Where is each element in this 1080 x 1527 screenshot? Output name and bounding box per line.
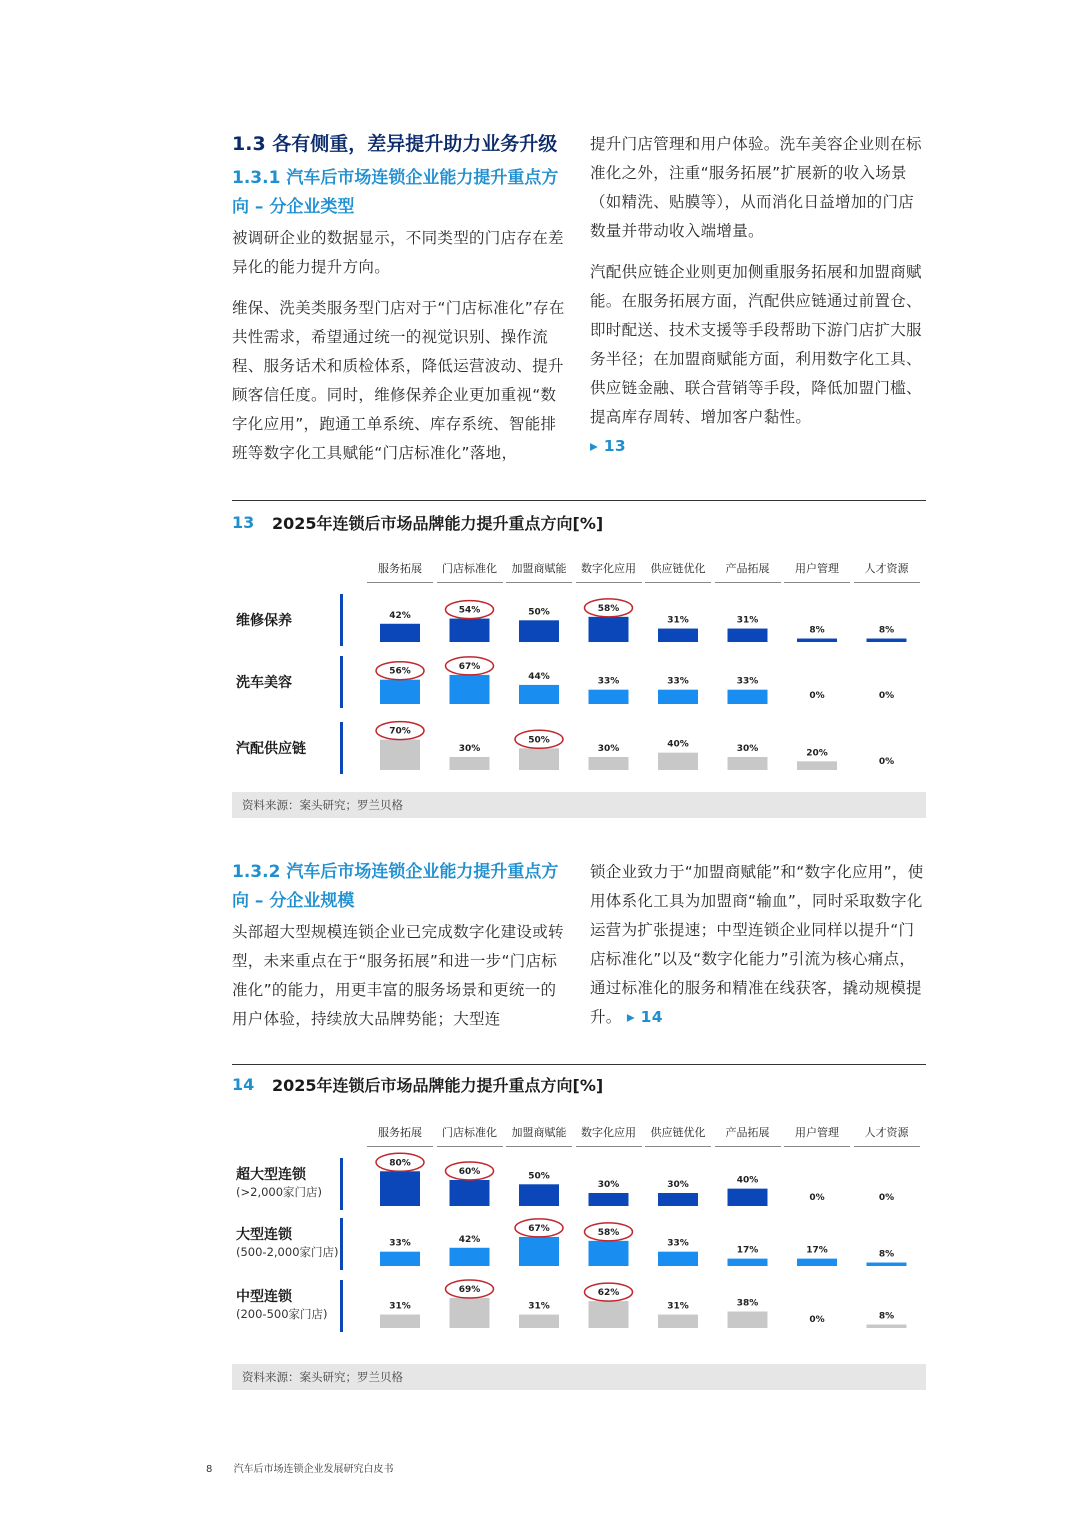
bar-value-label: 33%	[736, 676, 759, 687]
figure-header	[232, 1070, 603, 1098]
bar-value-label: 62%	[597, 1288, 620, 1299]
bar-value-label: 33%	[389, 1238, 411, 1249]
bar-value-label: 0%	[809, 1193, 825, 1203]
bar-value-label: 8%	[878, 625, 895, 636]
bar	[797, 761, 837, 770]
bar-value-label: 67%	[458, 661, 481, 672]
bar-value-label: 31%	[667, 1301, 689, 1312]
bar	[728, 757, 768, 770]
bar	[380, 1252, 420, 1266]
bar	[450, 1298, 490, 1328]
bar-value-label: 50%	[528, 1171, 550, 1182]
bar-value-label: 67%	[528, 1223, 550, 1234]
bar	[450, 1180, 490, 1206]
bar	[519, 620, 559, 642]
bar-value-label: 17%	[736, 1245, 759, 1256]
bar	[589, 1241, 629, 1266]
figure-divider	[232, 500, 926, 501]
bar-value-label: 8%	[878, 1249, 895, 1260]
bar	[867, 1263, 907, 1266]
bar-value-label: 30%	[597, 1179, 620, 1190]
chart-category-label: 数字化应用	[581, 1126, 636, 1139]
bar	[797, 639, 837, 642]
subsection-heading-2: 1.3.2 汽车后市场连锁企业能力提升重点方向 – 分企业规模	[232, 862, 559, 911]
bar-value-label: 30%	[458, 743, 481, 754]
bar-value-label: 70%	[389, 726, 411, 737]
bar-value-label: 42%	[389, 610, 411, 621]
series-sublabel: (200-500家门店)	[236, 1307, 328, 1321]
bar-value-label: 60%	[458, 1166, 481, 1177]
chart-14	[232, 1124, 926, 1344]
bar	[589, 1301, 629, 1328]
figure-title: 2025年连锁后市场品牌能力提升重点方向[%]	[272, 1075, 604, 1095]
bar-value-label: 31%	[667, 615, 689, 626]
bar-value-label: 80%	[389, 1158, 411, 1169]
bar	[589, 757, 629, 770]
bar	[797, 1259, 837, 1266]
left-column-2	[232, 858, 568, 1042]
bar-value-label: 0%	[809, 691, 825, 701]
row-accent-bar	[340, 594, 343, 646]
series-label: 超大型连锁	[236, 1167, 306, 1183]
bar	[589, 690, 629, 704]
bar	[380, 680, 420, 704]
bar-value-label: 30%	[597, 743, 620, 754]
right-column-2	[590, 858, 926, 1040]
row-accent-bar	[340, 722, 343, 774]
paragraph	[590, 258, 926, 461]
bar	[658, 1315, 698, 1328]
chart-svg	[232, 560, 926, 780]
paragraph-text: 锁企业致力于“加盟商赋能”和“数字化应用”，使用体系化工具为加盟商“输血”，同时采取数字化运营为扩张提速；中型连锁企业同样以提升“门店标准化”以及“数字化能力”引流为核心痛点，通过标准化的服务和精准在线获客，撬动规模提升。	[590, 863, 924, 1026]
bar-value-label: 50%	[528, 607, 550, 618]
row-accent-bar	[340, 1280, 343, 1332]
bar-value-label: 58%	[597, 603, 620, 614]
bar	[589, 617, 629, 642]
paragraph: 头部超大型规模连锁企业已完成数字化建设或转型，未来重点在于“服务拓展”和进一步“门店标准化”的能力，用更丰富的服务场景和更统一的用户体验，持续放大品牌势能；大型连	[232, 923, 564, 1028]
bar-value-label: 20%	[806, 748, 828, 759]
paragraph-text: 汽配供应链企业则更加侧重服务拓展和加盟商赋能。在服务拓展方面，汽配供应链通过前置仓、即时配送、技术支援等手段帮助下游门店扩大服务半径；在加盟商赋能方面，利用数字化工具、供应链金融、联合营销等手段，降低加盟门槛、提高库存周转、增加客户黏性。	[590, 263, 922, 426]
bar-value-label: 31%	[736, 615, 759, 626]
chart-category-label: 用户管理	[795, 1126, 839, 1139]
right-column-1	[590, 130, 926, 469]
bar	[380, 1315, 420, 1328]
series-label: 维修保养	[236, 613, 292, 629]
bar	[519, 685, 559, 704]
bar	[450, 619, 490, 642]
row-accent-bar	[340, 1218, 343, 1270]
bar-value-label: 0%	[878, 757, 895, 767]
paragraph	[590, 858, 926, 1032]
bar	[450, 757, 490, 770]
bar-value-label: 40%	[667, 739, 689, 750]
subsection-heading-1: 1.3.1 汽车后市场连锁企业能力提升重点方向 – 分企业类型	[232, 168, 559, 217]
section-heading: 1.3 各有侧重，差异提升助力业务升级	[232, 133, 558, 155]
series-label: 汽配供应链	[236, 741, 306, 757]
figure-source: 资料来源：案头研究；罗兰贝格	[232, 1364, 926, 1390]
row-accent-bar	[340, 656, 343, 708]
chart-category-label: 门店标准化	[442, 1126, 497, 1139]
paragraph: 维保、洗美类服务型门店对于“门店标准化”存在共性需求，希望通过统一的视觉识别、操作流程、服务话术和质检体系，降低运营波动、提升顾客信任度。同时，维修保养企业更加重视“数字化应用”，跑通工单系统、库存系统、智能排班等数字化工具赋能“门店标准化”落地，	[232, 299, 565, 462]
bar-value-label: 69%	[458, 1285, 481, 1296]
chart-category-label: 服务拓展	[378, 1126, 422, 1139]
paragraph: 被调研企业的数据显示，不同类型的门店存在差异化的能力提升方向。	[232, 229, 564, 276]
figure-divider	[232, 1064, 926, 1065]
bar-value-label: 30%	[667, 1179, 689, 1190]
bar-value-label: 0%	[878, 691, 895, 701]
bar	[519, 1184, 559, 1206]
bar-value-label: 31%	[528, 1301, 550, 1312]
figure-number: 14	[232, 1074, 255, 1094]
bar	[589, 1193, 629, 1206]
bar	[380, 624, 420, 642]
row-accent-bar	[340, 1158, 343, 1210]
bar-value-label: 17%	[806, 1245, 828, 1256]
figure-reference-link[interactable]: ▸ 13	[590, 437, 626, 455]
bar	[728, 629, 768, 642]
figure-title: 2025年连锁后市场品牌能力提升重点方向[%]	[272, 513, 604, 533]
bar	[867, 639, 907, 642]
chart-category-label: 产品拓展	[725, 1126, 770, 1139]
bar-value-label: 33%	[597, 676, 620, 687]
chart-category-label: 供应链优化	[650, 562, 706, 575]
bar-value-label: 40%	[736, 1175, 759, 1186]
bar	[519, 1315, 559, 1328]
page-number: 8	[206, 1464, 213, 1475]
paragraph: 提升门店管理和用户体验。洗车美容企业则在标准化之外，注重“服务拓展”扩展新的收入场景（如精洗、贴膜等），从而消化日益增加的门店数量并带动收入端增量。	[590, 135, 922, 240]
bar	[658, 1193, 698, 1206]
series-label: 中型连锁	[236, 1289, 292, 1305]
bar-value-label: 33%	[667, 676, 689, 687]
chart-svg	[232, 1124, 926, 1344]
chart-category-label: 数字化应用	[581, 562, 636, 575]
chart-category-label: 加盟商赋能	[511, 562, 567, 575]
bar-value-label: 56%	[389, 666, 411, 677]
chart-category-label: 产品拓展	[725, 562, 770, 575]
chart-category-label: 人才资源	[864, 562, 909, 575]
page-footer	[206, 1460, 412, 1475]
bar	[728, 1312, 768, 1328]
bar	[658, 1252, 698, 1266]
bar	[519, 748, 559, 770]
series-label: 洗车美容	[236, 675, 292, 691]
bar-value-label: 58%	[597, 1227, 620, 1238]
figure-reference-link[interactable]: ▸ 14	[626, 1008, 663, 1026]
chart-13	[232, 560, 926, 780]
bar	[658, 629, 698, 642]
bar	[450, 675, 490, 704]
series-sublabel: (500-2,000家门店)	[236, 1245, 339, 1259]
bar-value-label: 54%	[458, 605, 481, 616]
bar	[658, 753, 698, 770]
chart-category-label: 加盟商赋能	[511, 1126, 567, 1139]
chart-category-label: 服务拓展	[378, 562, 422, 575]
bar-value-label: 38%	[736, 1298, 759, 1309]
bar-value-label: 42%	[458, 1234, 481, 1245]
chart-category-label: 用户管理	[795, 562, 839, 575]
series-label: 大型连锁	[236, 1227, 292, 1243]
bar-value-label: 31%	[389, 1301, 411, 1312]
chart-category-label: 人才资源	[864, 1126, 909, 1139]
bar-value-label: 8%	[809, 625, 825, 636]
bar-value-label: 8%	[878, 1311, 895, 1322]
bar-value-label: 30%	[736, 743, 759, 754]
chart-category-label: 供应链优化	[650, 1126, 706, 1139]
bar	[728, 1259, 768, 1266]
bar	[658, 690, 698, 704]
bar-value-label: 50%	[528, 735, 550, 746]
bar	[519, 1237, 559, 1266]
chart-category-label: 门店标准化	[442, 562, 497, 575]
document-title: 汽车后市场连锁企业发展研究白皮书	[233, 1464, 394, 1475]
bar	[380, 740, 420, 770]
bar	[728, 690, 768, 704]
bar	[867, 1325, 907, 1328]
bar-value-label: 0%	[809, 1315, 825, 1325]
figure-number: 13	[232, 512, 255, 532]
series-sublabel: (>2,000家门店)	[236, 1185, 323, 1199]
figure-source: 资料来源：案头研究；罗兰贝格	[232, 792, 926, 818]
bar	[728, 1189, 768, 1206]
bar-value-label: 0%	[878, 1193, 895, 1203]
bar	[450, 1248, 490, 1266]
left-column-1	[232, 130, 568, 476]
bar-value-label: 44%	[528, 671, 550, 682]
bar	[380, 1171, 420, 1206]
bar-value-label: 33%	[667, 1238, 689, 1249]
figure-header	[232, 508, 603, 536]
